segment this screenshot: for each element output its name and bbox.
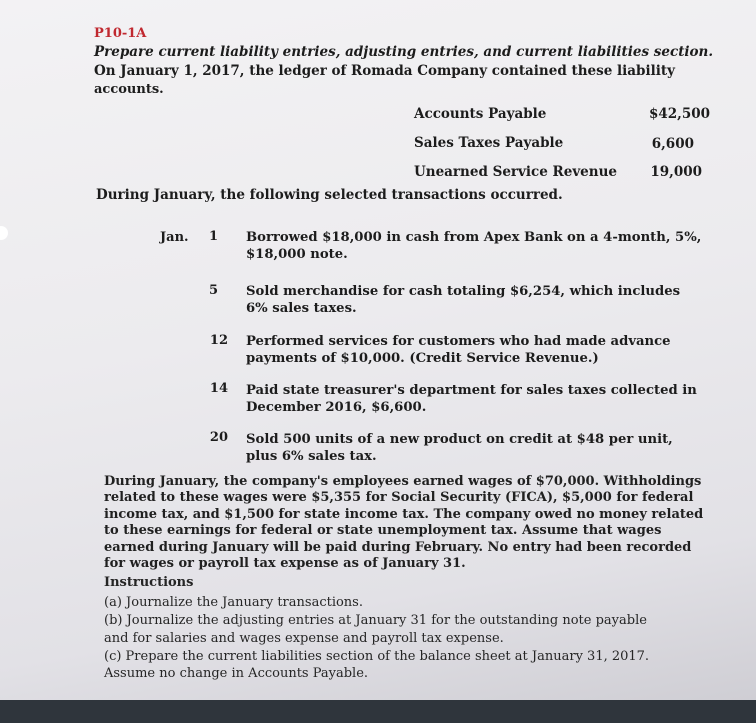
problem-title: Prepare current liability entries, adjusting entries, and current liabilities section.	[94, 44, 714, 60]
instructions-heading: Instructions	[104, 575, 194, 590]
transaction-day: 12	[209, 333, 228, 348]
intro-line-1: On January 1, 2017, the ledger of Romada Company contained these liability	[94, 63, 675, 79]
instruction-item: Assume no change in Accounts Payable.	[104, 666, 369, 681]
account-amount: 19,000	[650, 164, 702, 180]
transaction-day: 20	[209, 430, 228, 445]
account-amount: $42,500	[648, 106, 710, 122]
transaction-text: Borrowed $18,000 in cash from Apex Bank on a 4-month, 5%, $18,000 note.	[246, 230, 702, 262]
instruction-item: and for salaries and wages expense and payroll tax expense.	[104, 631, 504, 646]
during-text: During January, the following selected transactions occurred.	[96, 187, 563, 203]
transaction-day: 1	[208, 229, 218, 244]
account-name: Sales Taxes Payable	[414, 135, 564, 151]
month-label: Jan.	[160, 230, 189, 245]
transaction-text: Paid state treasurer's department for sales taxes collected in December 2016, $6,600.	[246, 383, 697, 415]
account-name: Unearned Service Revenue	[414, 164, 617, 180]
account-name: Accounts Payable	[414, 106, 547, 122]
instruction-item: (a) Journalize the January transactions.	[104, 595, 363, 610]
instruction-item: (c) Prepare the current liabilities section of the balance sheet at January 31, 2017.	[104, 649, 650, 664]
transaction-day: 14	[209, 381, 228, 396]
wages-paragraph: During January, the company's employees earned wages of $70,000. Withholdings related to these wages were $5,355 for Social Security (FICA), $5,000 for federal income tax, and $1,500 for state income tax. The company owed no money related to these earnings for federal or state unemployment tax. Assume that wages earned during January will be paid during February. No entry had been recorded for wages or payroll tax expense as of January 31.	[104, 474, 704, 572]
transaction-text: Performed services for customers who had made advance payments of $10,000. (Credit Service Revenue.)	[246, 334, 671, 366]
problem-code: P10-1A	[94, 26, 147, 41]
intro-line-2: accounts.	[94, 82, 164, 97]
transaction-text: Sold merchandise for cash totaling $6,254, which includes 6% sales taxes.	[246, 284, 681, 316]
instruction-item: (b) Journalize the adjusting entries at January 31 for the outstanding note payable	[104, 613, 647, 628]
transaction-text: Sold 500 units of a new product on credit at $48 per unit, plus 6% sales tax.	[246, 432, 673, 464]
account-amount: 6,600	[651, 136, 694, 152]
transaction-day: 5	[208, 283, 218, 298]
screen-bezel	[0, 700, 756, 723]
